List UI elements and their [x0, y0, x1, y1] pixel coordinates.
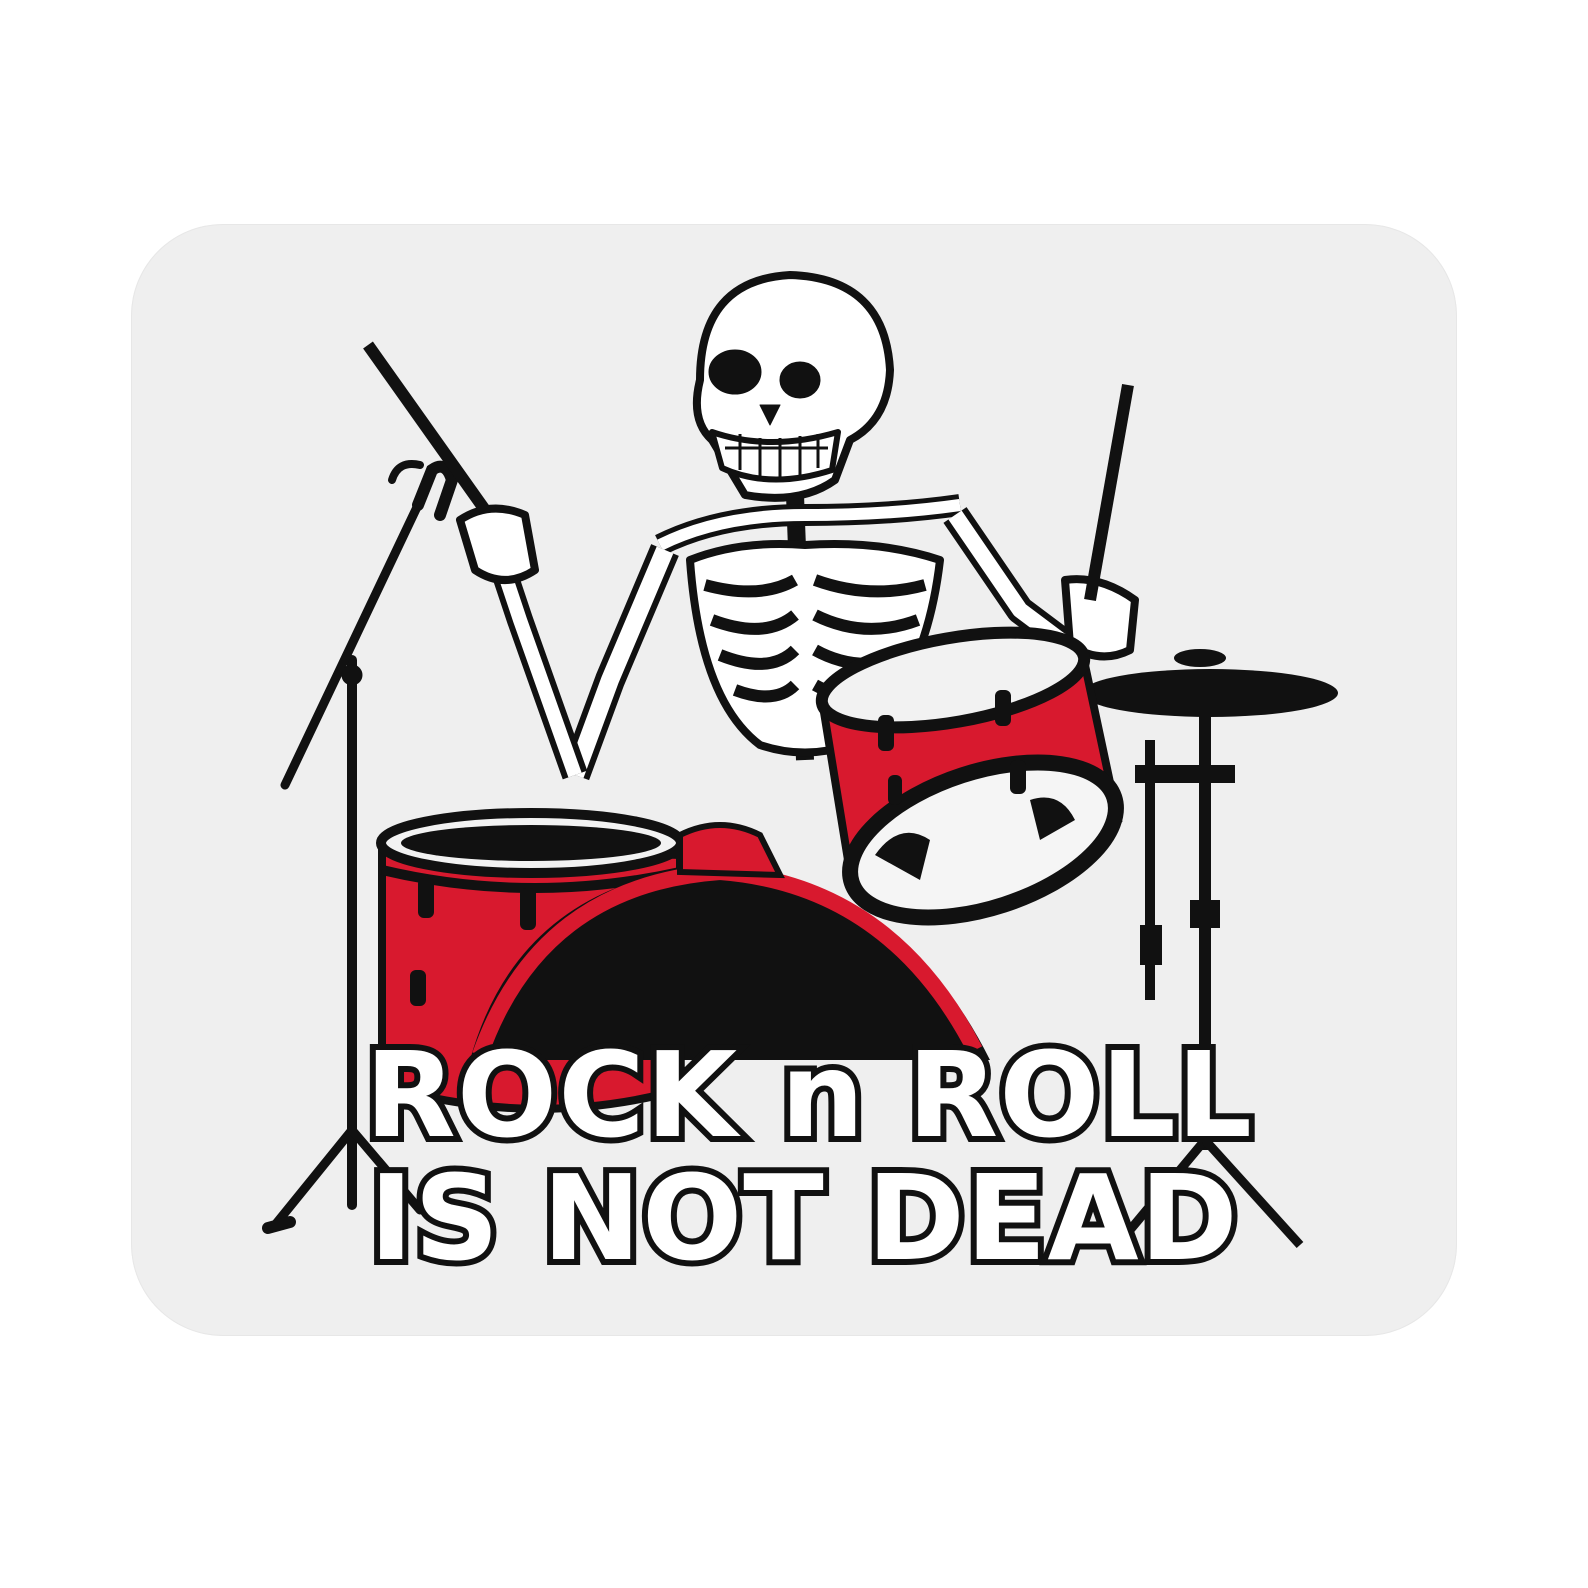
slogan-line-1: ROCK n ROLL	[365, 1026, 1253, 1164]
snare-drum-icon	[815, 616, 1136, 948]
slogan-line-2: IS NOT DEAD	[369, 1149, 1239, 1287]
